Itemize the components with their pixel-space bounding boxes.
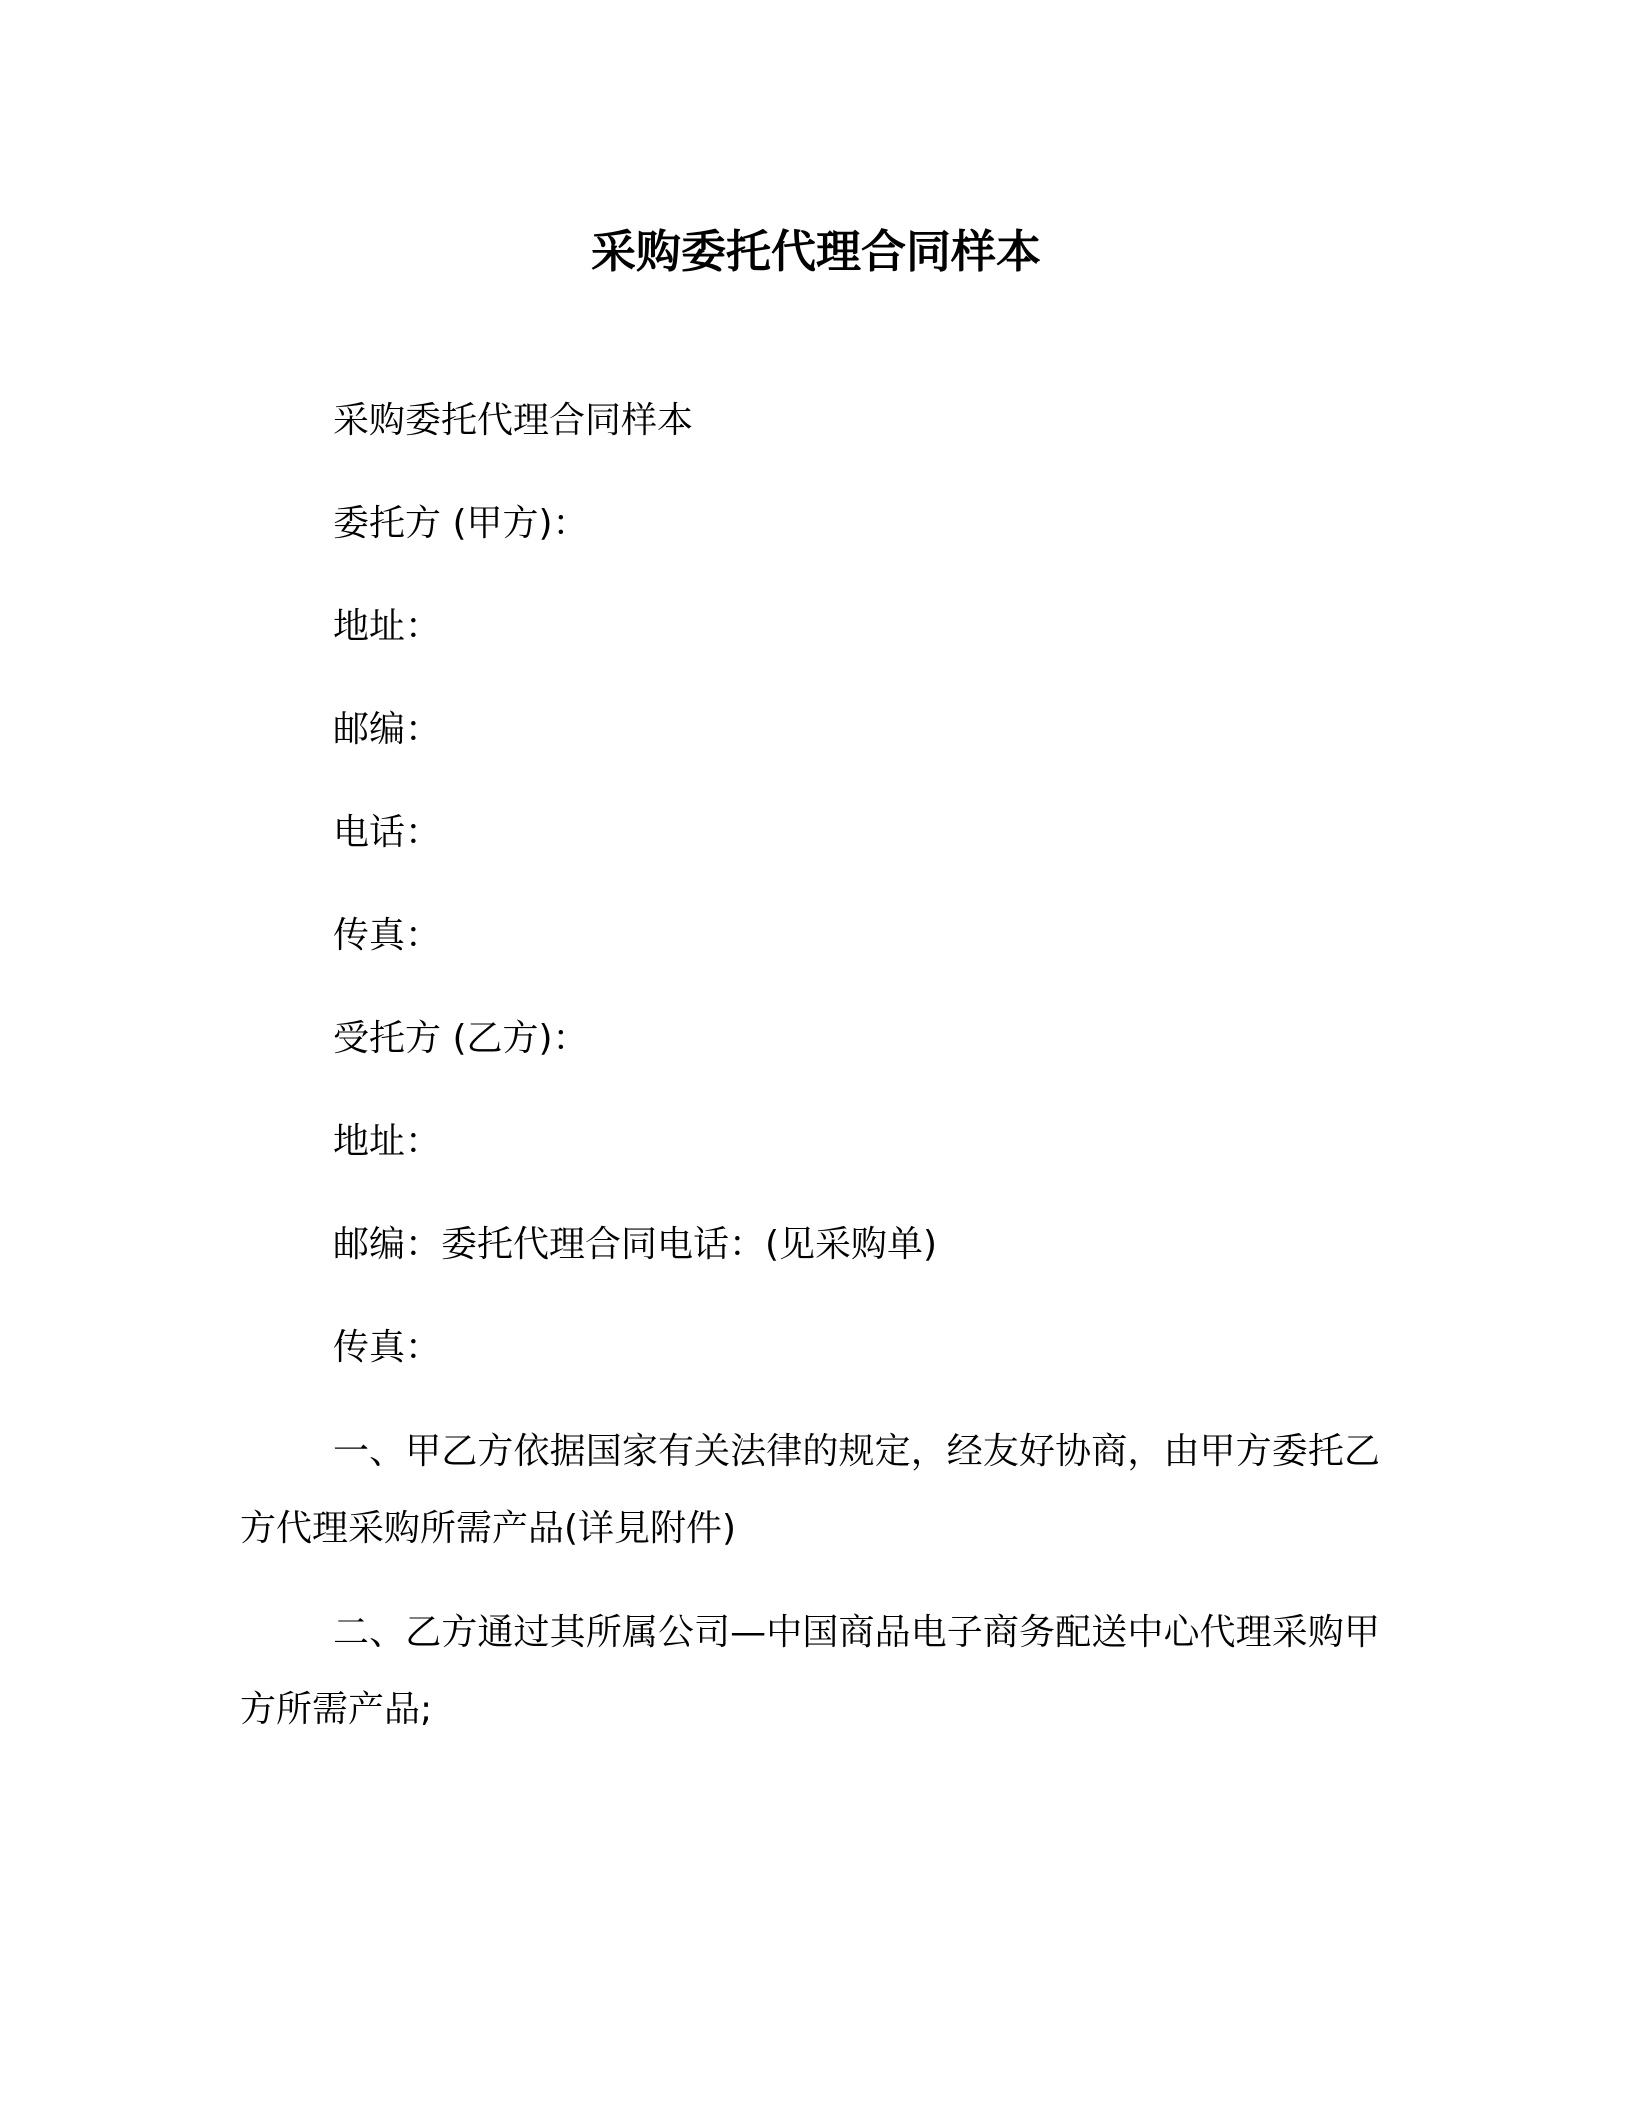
party-a-phone: 电话： xyxy=(333,812,442,853)
party-b-label: 受托方 (乙方)： xyxy=(333,1018,589,1059)
clause-1: 一、甲乙方依据国家有关法律的规定，经友好协商，由甲方委托乙方代理采购所需产品(详見附件) xyxy=(240,1431,1380,1549)
party-a-label: 委托方 (甲方)： xyxy=(333,503,589,544)
clause-2: 二、乙方通过其所属公司—中国商品电子商务配送中心代理采购甲方所需产品; xyxy=(240,1612,1380,1730)
document-title: 采购委托代理合同样本 xyxy=(590,225,1041,278)
party-b-postcode-phone: 邮编：委托代理合同电话：(见采购单) xyxy=(333,1224,938,1265)
party-b-address: 地址： xyxy=(333,1121,442,1162)
party-a-postcode: 邮编： xyxy=(333,709,442,750)
subtitle-line: 采购委托代理合同样本 xyxy=(333,400,694,441)
party-a-address: 地址： xyxy=(333,606,442,647)
party-b-fax: 传真： xyxy=(333,1327,442,1368)
party-a-fax: 传真： xyxy=(333,915,442,956)
